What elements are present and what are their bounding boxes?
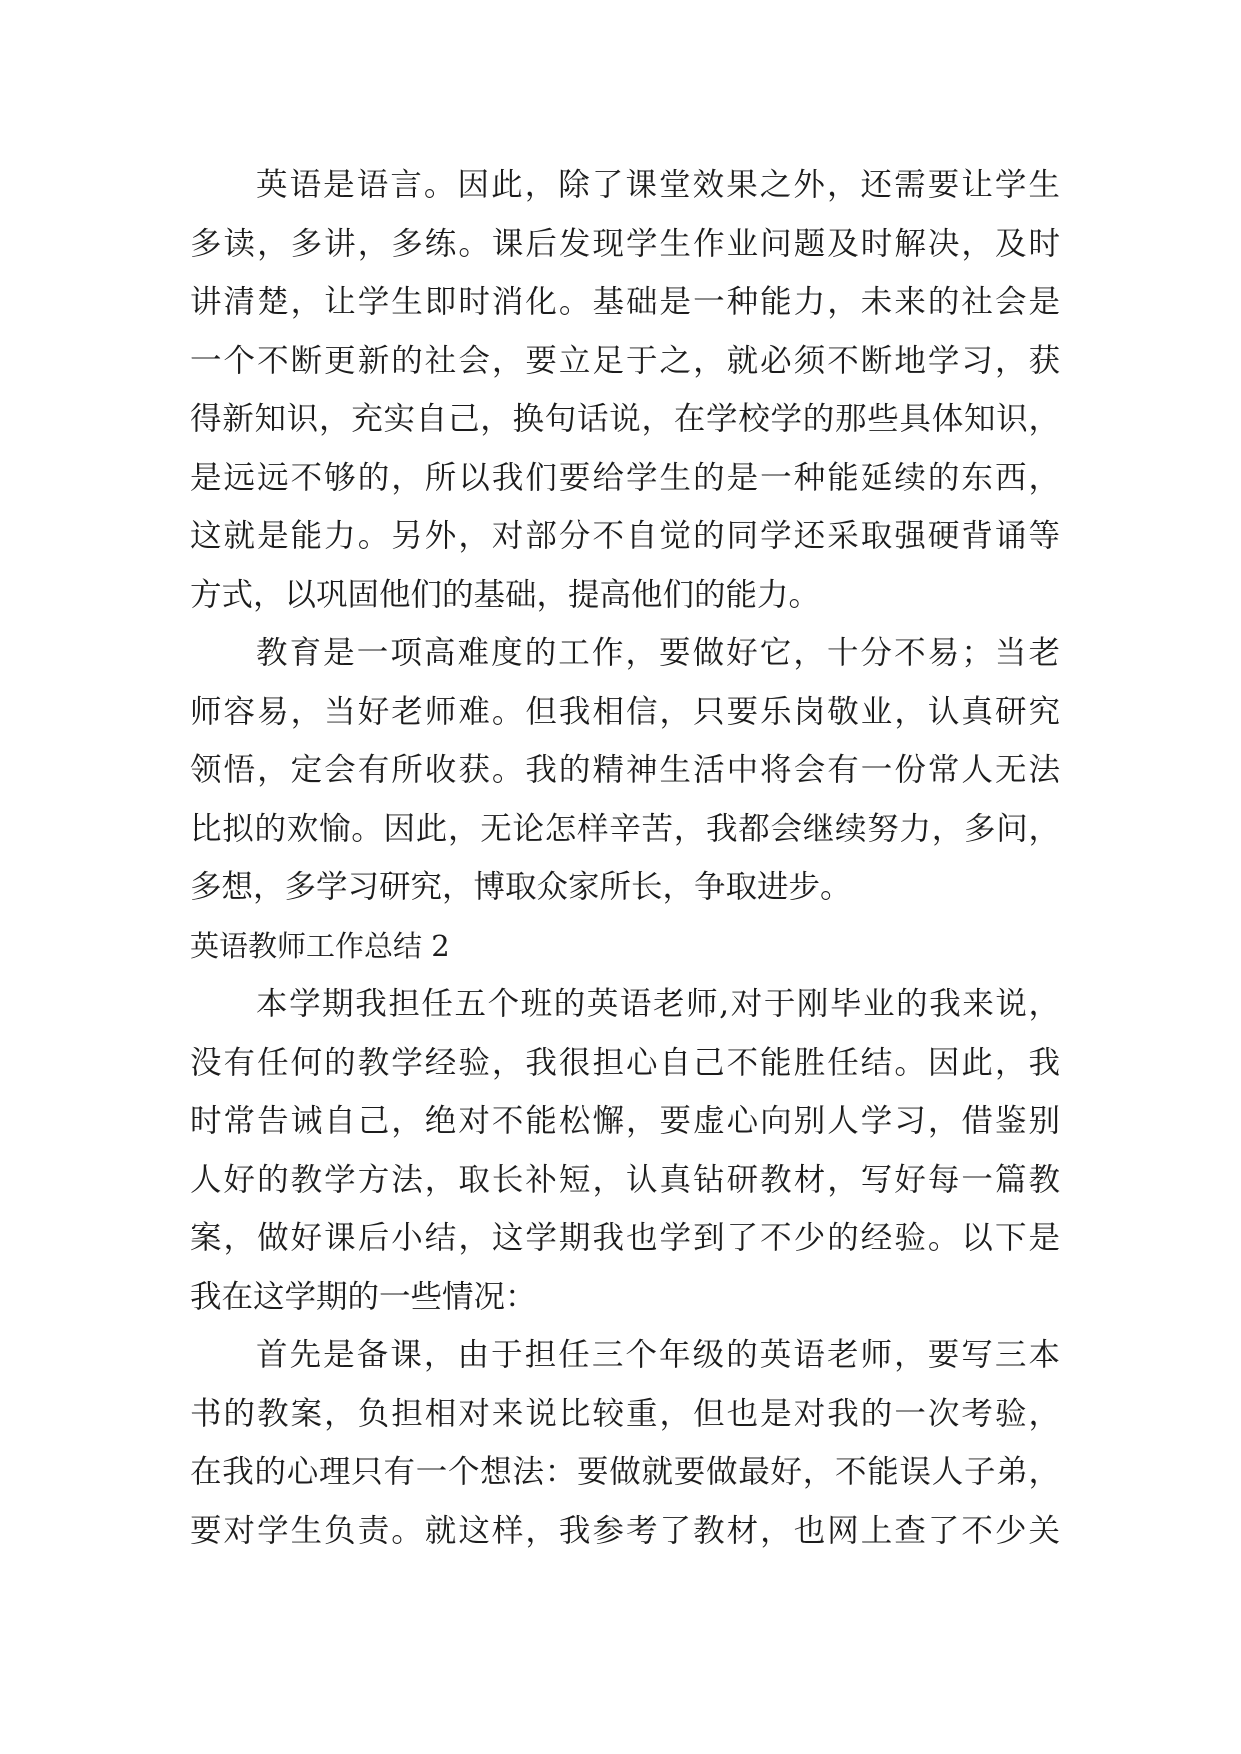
text-line: 得新知识，充实自己，换句话说，在学校学的那些具体知识， bbox=[190, 401, 1060, 437]
text-line: 比拟的欢愉。因此，无论怎样辛苦，我都会继续努力，多问， bbox=[190, 810, 1060, 847]
text-line: 本学期我担任五个班的英语老师,对于刚毕业的我来说， bbox=[256, 986, 1060, 1022]
paragraph bbox=[190, 624, 1060, 917]
text-line: 人好的教学方法，取长补短，认真钻研教材，写好每一篇教 bbox=[190, 1161, 1060, 1198]
text-line: 多读，多讲，多练。课后发现学生作业问题及时解决，及时 bbox=[190, 225, 1060, 262]
text-line: 首先是备课，由于担任三个年级的英语老师，要写三本 bbox=[256, 1337, 1060, 1373]
text-line: 一个不断更新的社会，要立足于之，就必须不断地学习，获 bbox=[190, 342, 1060, 379]
text-line: 讲清楚，让学生即时消化。基础是一种能力，未来的社会是 bbox=[190, 284, 1060, 320]
text-line: 这就是能力。另外，对部分不自觉的同学还采取强硬背诵等 bbox=[190, 518, 1060, 554]
text-line: 要对学生负责。就这样，我参考了教材，也网上查了不少关 bbox=[190, 1512, 1060, 1549]
text-line: 时常告诫自己，绝对不能松懈，要虚心向别人学习，借鉴别 bbox=[190, 1103, 1060, 1139]
text-line: 书的教案，负担相对来说比较重，但也是对我的一次考验， bbox=[190, 1395, 1060, 1432]
section-heading: 英语教师工作总结 2 bbox=[190, 928, 450, 963]
text-line: 方式，以巩固他们的基础，提高他们的能力。 bbox=[190, 576, 821, 613]
text-line: 领悟，定会有所收获。我的精神生活中将会有一份常人无法 bbox=[190, 752, 1060, 788]
text-line: 没有任何的教学经验，我很担心自己不能胜任结。因此，我 bbox=[190, 1044, 1060, 1081]
text-line: 师容易，当好老师难。但我相信，只要乐岗敬业，认真研究 bbox=[190, 693, 1060, 730]
text-line: 多想，多学习研究，博取众家所长，争取进步。 bbox=[190, 869, 852, 905]
text-line: 在我的心理只有一个想法：要做就要做最好，不能误人子弟， bbox=[190, 1454, 1060, 1490]
paragraph bbox=[190, 975, 1060, 1326]
text-line: 案，做好课后小结，这学期我也学到了不少的经验。以下是 bbox=[190, 1220, 1060, 1256]
document-body bbox=[190, 156, 1060, 1560]
text-line: 我在这学期的一些情况： bbox=[190, 1278, 537, 1315]
text-line: 是远远不够的，所以我们要给学生的是一种能延续的东西， bbox=[190, 459, 1060, 496]
paragraph bbox=[190, 1326, 1060, 1560]
text-line: 教育是一项高难度的工作，要做好它，十分不易；当老 bbox=[256, 635, 1060, 671]
text-line: 英语是语言。因此，除了课堂效果之外，还需要让学生 bbox=[256, 167, 1060, 203]
paragraph bbox=[190, 156, 1060, 624]
